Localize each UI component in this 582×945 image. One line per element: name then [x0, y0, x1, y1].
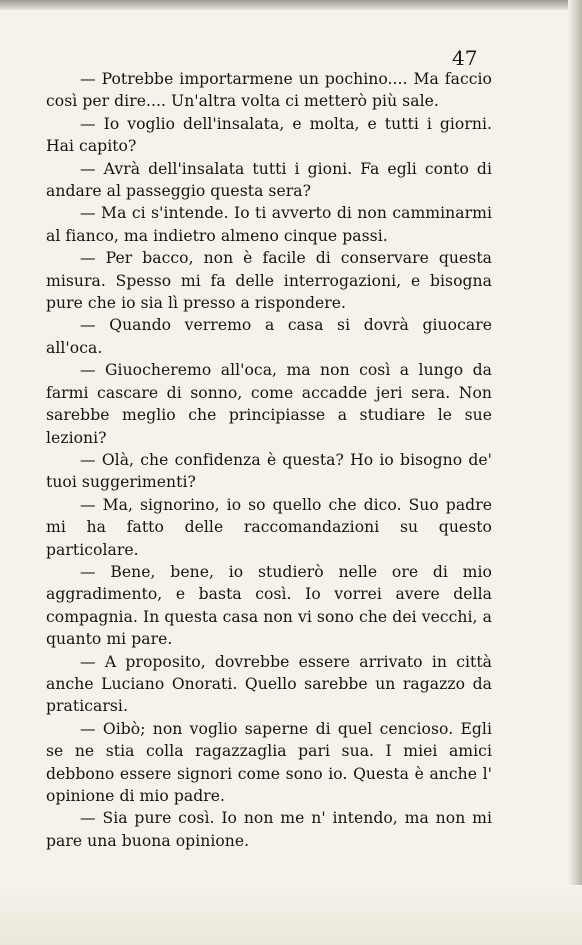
paragraph: — Ma ci s'intende. Io ti avverto di non camminarmi al fianco, ma indietro almeno cinque passi.	[46, 204, 492, 245]
paragraph: — Bene, bene, io studierò nelle ore di mio aggradimento, e basta così. Io vorrei avere della compagnia. In questa casa non vi sono che dei vecchi, a quanto mi pare.	[46, 562, 492, 649]
paragraph: — Sia pure così. Io non me n' intendo, ma non mi pare una buona opinione.	[46, 809, 492, 850]
paragraph: — Potrebbe importarmene un pochino.... Ma faccio così per dire.... Un'altra volta ci metterò più sale.	[46, 70, 492, 111]
paragraph: — Per bacco, non è facile di conservare questa misura. Spesso mi fa delle interrogazioni, e bisogna pure che io sia lì presso a rispondere.	[46, 249, 492, 313]
paragraph: — Ma, signorino, io so quello che dico. Suo padre mi ha fatto delle raccomandazioni su questo particolare.	[46, 495, 492, 559]
page-number: 47	[452, 46, 478, 70]
page-binding-shadow	[568, 0, 582, 945]
page-bottom-margin	[0, 885, 582, 945]
paragraph: — A proposito, dovrebbe essere arrivato in città anche Luciano Onorati. Quello sarebbe un ragazzo da praticarsi.	[46, 652, 492, 716]
body-text	[46, 68, 492, 852]
page-top-edge	[0, 0, 582, 10]
paragraph: — Giuocheremo all'oca, ma non così a lungo da farmi cascare di sonno, come accadde jeri sera. Non sarebbe meglio che principiasse a studiare le sue lezioni?	[46, 361, 492, 447]
paragraph: — Quando verremo a casa si dovrà giuocare all'oca.	[46, 316, 492, 357]
paragraph: — Avrà dell'insalata tutti i gioni. Fa egli conto di andare al passeggio questa sera?	[46, 159, 492, 201]
paragraph: — Oibò; non voglio saperne di quel cencioso. Egli se ne stia colla ragazzaglia pari sua. I miei amici debbono essere signori come sono io. Questa è anche l' opinione di mio padre.	[46, 719, 492, 805]
paragraph: — Io voglio dell'insalata, e molta, e tutti i giorni. Hai capito?	[46, 114, 492, 156]
paragraph: — Olà, che confidenza è questa? Ho io bisogno de' tuoi suggerimenti?	[46, 450, 492, 492]
